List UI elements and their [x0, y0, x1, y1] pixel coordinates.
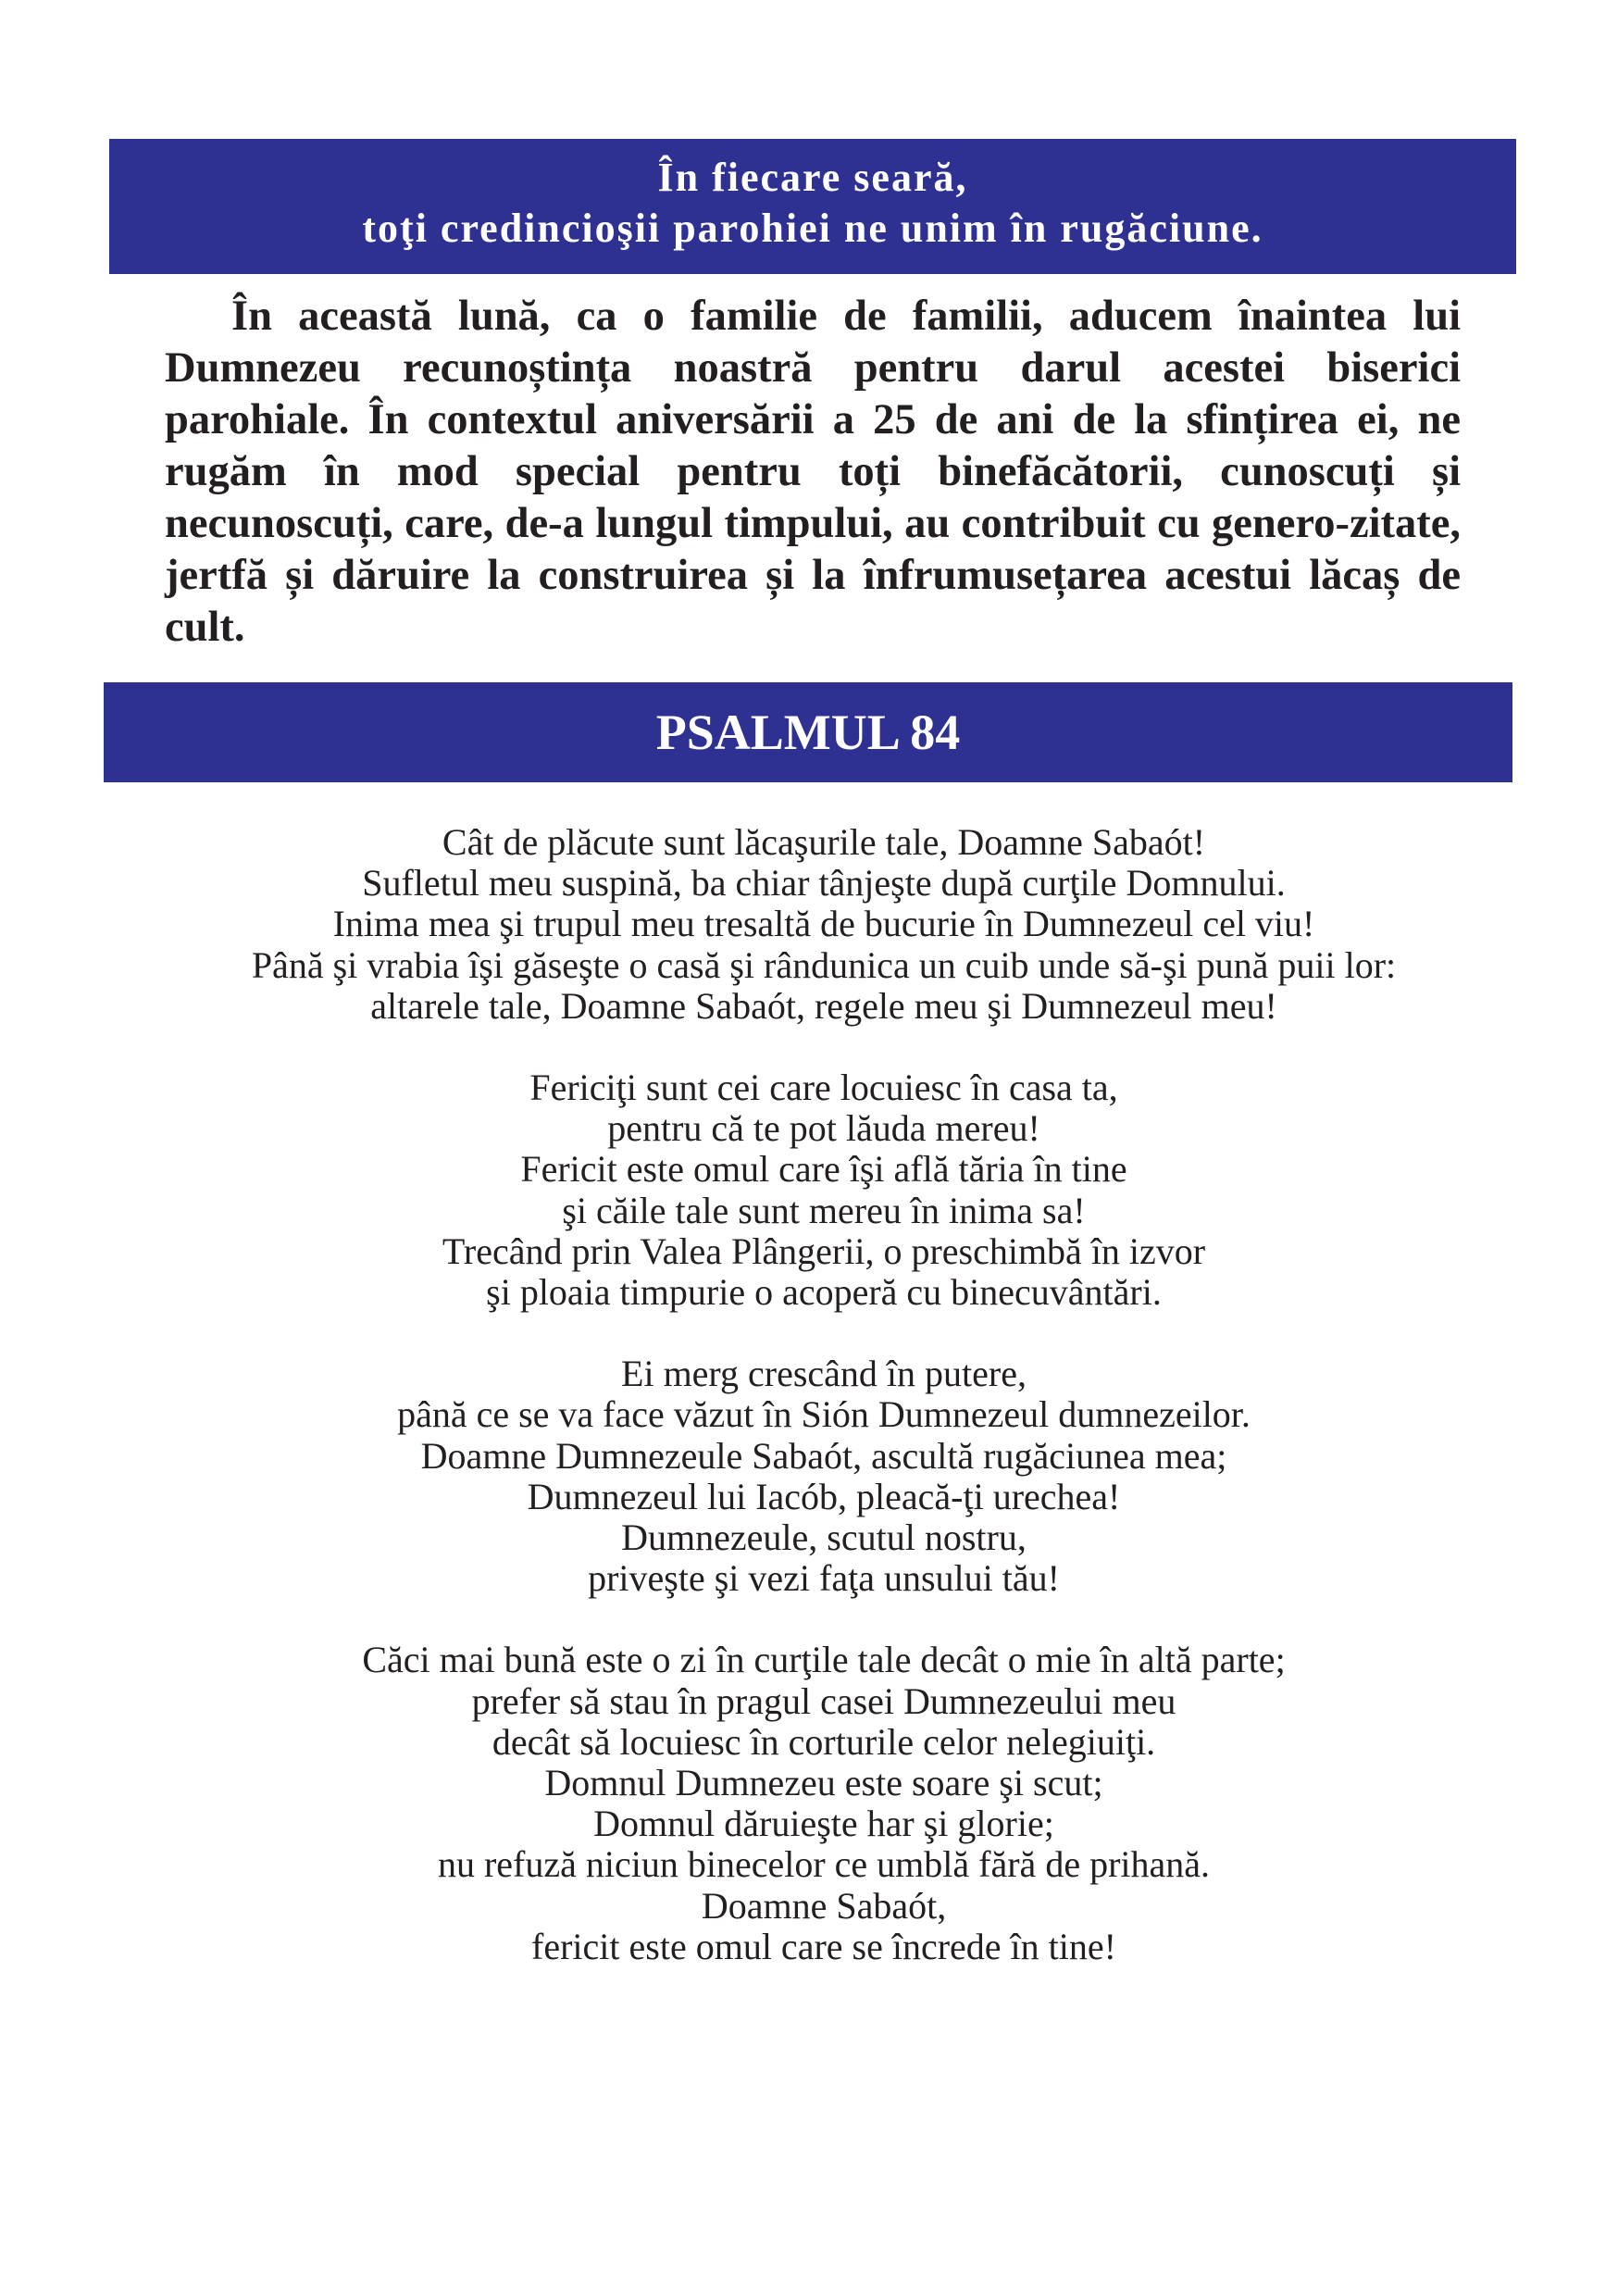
psalm-line: Până şi vrabia îşi găseşte o casă şi rândunica un cuib unde să-şi pună puii lor: — [251, 943, 1397, 986]
psalm-title: PSALMUL 84 — [655, 705, 961, 760]
psalm-stanza-3 — [130, 1354, 1518, 1599]
psalm-line: altarele tale, Doamne Sabaót, regele meu şi Dumnezeul meu! — [370, 984, 1277, 1027]
psalm-line: Inima mea şi trupul meu tresaltă de bucurie în Dumnezeul cel viu! — [332, 903, 1315, 945]
psalm-stanza-4 — [130, 1640, 1518, 1967]
psalm-line: până ce se va face văzut în Sión Dumnezeul dumnezeilor. — [397, 1393, 1251, 1436]
psalm-line: Dumnezeule, scutul nostru, — [621, 1516, 1027, 1559]
psalm-line: Căci mai bună este o zi în curţile tale decât o mie în altă parte; — [362, 1639, 1286, 1681]
psalm-line: pentru că te pot lăuda mereu! — [607, 1107, 1040, 1150]
psalm-line: Domnul dăruieşte har şi glorie; — [593, 1803, 1054, 1845]
psalm-line: Doamne Dumnezeule Sabaót, ascultă rugăciunea mea; — [420, 1434, 1227, 1477]
psalm-line: Cât de plăcute sunt lăcaşurile tale, Doamne Sabaót! — [442, 821, 1206, 863]
psalm-line: Trecând prin Valea Plângerii, o preschimbă în izvor — [442, 1229, 1206, 1272]
intro-paragraph-block — [165, 291, 1461, 654]
psalm-line: Domnul Dumnezeu este soare şi scut; — [544, 1762, 1103, 1804]
psalm-stanza-1 — [130, 822, 1518, 1027]
header-banner — [109, 139, 1516, 274]
psalm-line: prefer să stau în pragul casei Dumnezeului meu — [471, 1679, 1176, 1722]
psalm-line: Fericiţi sunt cei care locuiesc în casa ta, — [529, 1067, 1118, 1109]
psalm-line: Fericit este omul care îşi află tăria în tine — [520, 1148, 1127, 1191]
psalm-line: decât să locuiesc în corturile celor nelegiuiţi. — [492, 1720, 1156, 1763]
header-line-1: În fiecare seară, — [657, 155, 968, 200]
psalm-line: şi ploaia timpurie o acoperă cu binecuvântări. — [486, 1271, 1162, 1314]
psalm-line: Ei merg crescând în putere, — [621, 1353, 1027, 1395]
psalm-line: Sufletul meu suspină, ba chiar tânjeşte după curţile Domnului. — [362, 862, 1286, 905]
psalm-line: fericit este omul care se încrede în tine! — [531, 1925, 1116, 1967]
psalm-line: şi căile tale sunt mereu în inima sa! — [562, 1189, 1086, 1231]
header-line-2: toţi credincioşii parohiei ne unim în rugăciune. — [362, 206, 1263, 251]
psalm-line: Dumnezeul lui Iacób, pleacă-ţi urechea! — [527, 1475, 1121, 1517]
intro-paragraph: În această lună, ca o familie de familii, aducem înaintea lui Dumnezeu recunoștința noastră pentru darul acestei biserici parohiale. În contextul aniversării a 25 de ani de la sfințirea ei, ne rugăm în mod special pentru toți binefăcătorii, cunoscuți și necunoscuți, care, de-a lungul timpului, au contribuit cu genero-zitate, jertfă și dăruire la construirea și la înfrumusețarea acestui lăcaș de cult. — [165, 293, 1461, 651]
psalm-text — [130, 822, 1518, 1967]
psalm-line: nu refuză niciun binecelor ce umblă fără de prihană. — [437, 1843, 1211, 1886]
psalm-stanza-2 — [130, 1067, 1518, 1313]
psalm-title-banner — [104, 682, 1512, 782]
psalm-line: priveşte şi vezi faţa unsului tău! — [588, 1557, 1060, 1600]
psalm-line: Doamne Sabaót, — [701, 1884, 947, 1927]
